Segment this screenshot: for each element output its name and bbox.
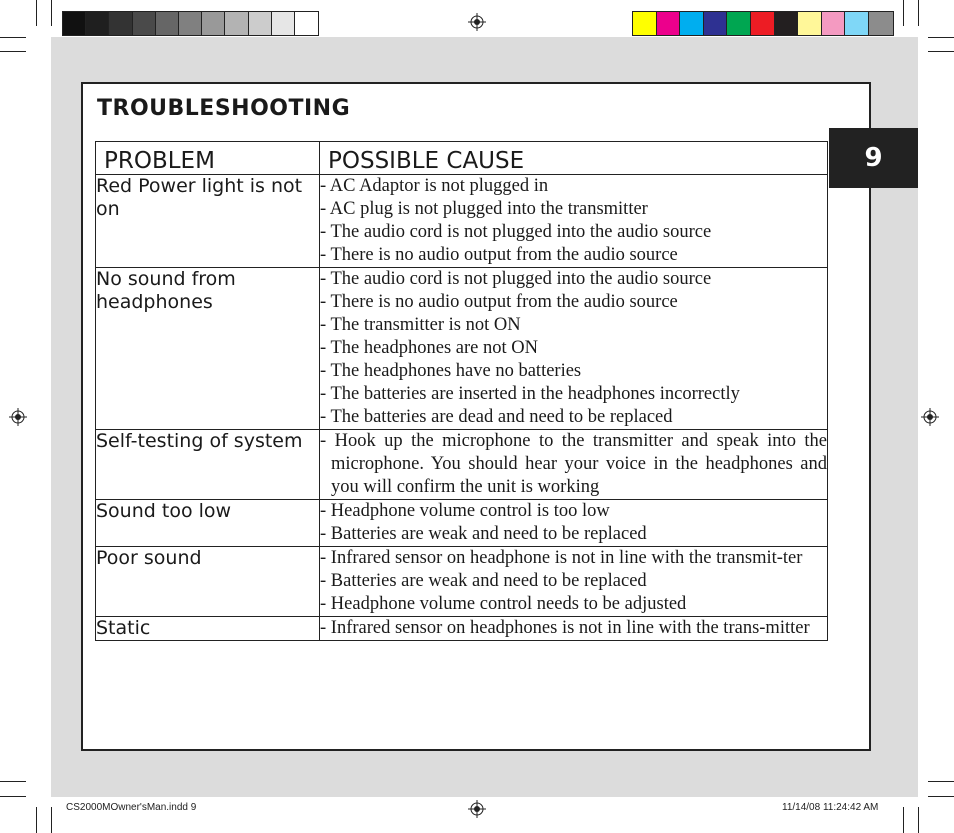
registration-mark-icon — [468, 800, 486, 818]
page-number-tab: 9 — [829, 128, 918, 188]
crop-mark — [918, 0, 919, 26]
grayscale-swatch — [272, 12, 295, 35]
crop-mark — [0, 796, 26, 797]
grayscale-bar — [62, 11, 319, 36]
registration-mark-icon — [468, 13, 486, 31]
crop-mark — [36, 0, 37, 26]
process-color-bar — [632, 11, 894, 36]
color-swatch — [727, 12, 751, 35]
crop-mark — [903, 0, 904, 26]
cause-item: - There is no audio output from the audio source — [320, 292, 678, 312]
crop-mark — [918, 807, 919, 833]
problem-cell: Poor sound — [96, 547, 320, 617]
cause-item: - The headphones have no batteries — [320, 361, 582, 381]
slug-timestamp: 11/14/08 11:24:42 AM — [782, 802, 879, 813]
problem-cell: No sound from headphones — [96, 268, 320, 430]
crop-mark — [51, 807, 52, 833]
cause-item: - AC Adaptor is not plugged in — [320, 176, 549, 196]
table-row — [96, 175, 828, 268]
color-swatch — [633, 12, 657, 35]
slug-filename: CS2000MOwner'sMan.indd 9 — [66, 802, 197, 813]
crop-mark — [928, 51, 954, 52]
cause-item: - Headphone volume control needs to be adjusted — [320, 594, 687, 614]
cause-list — [320, 175, 827, 267]
registration-mark-icon — [921, 408, 939, 426]
cause-item: - There is no audio output from the audio source — [320, 245, 678, 265]
table-row — [96, 617, 828, 641]
problem-cell: Static — [96, 617, 320, 641]
grayscale-swatch — [249, 12, 272, 35]
grayscale-swatch — [156, 12, 179, 35]
cause-item: - The audio cord is not plugged into the audio source — [320, 269, 712, 289]
grayscale-swatch — [109, 12, 132, 35]
header-problem: PROBLEM — [96, 142, 320, 175]
problem-cell: Red Power light is not on — [96, 175, 320, 268]
page-title: TROUBLESHOOTING — [97, 96, 351, 121]
table-header-row — [96, 142, 828, 175]
color-swatch — [845, 12, 869, 35]
cause-item: - The batteries are dead and need to be replaced — [320, 407, 673, 427]
table-row — [96, 547, 828, 617]
color-swatch — [822, 12, 846, 35]
crop-mark — [928, 781, 954, 782]
cause-item: - The audio cord is not plugged into the audio source — [320, 222, 712, 242]
cause-item: - Infrared sensor on headphone is not in line with the transmit-ter — [320, 548, 803, 568]
troubleshooting-table — [95, 141, 828, 641]
cause-list — [320, 617, 827, 640]
cause-item: - AC plug is not plugged into the transmitter — [320, 199, 648, 219]
grayscale-swatch — [202, 12, 225, 35]
cause-item: - The batteries are inserted in the headphones incorrectly — [320, 384, 740, 404]
cause-list — [320, 500, 827, 546]
color-swatch — [751, 12, 775, 35]
table-row — [96, 500, 828, 547]
color-swatch — [869, 12, 893, 35]
crop-mark — [928, 796, 954, 797]
registration-mark-icon — [9, 408, 27, 426]
cause-cell — [320, 617, 828, 641]
cause-list — [320, 430, 827, 499]
cause-item: - The transmitter is not ON — [320, 315, 521, 335]
crop-mark — [0, 781, 26, 782]
color-swatch — [775, 12, 799, 35]
crop-mark — [903, 807, 904, 833]
problem-cell: Sound too low — [96, 500, 320, 547]
table-row — [96, 430, 828, 500]
crop-mark — [51, 0, 52, 26]
cause-item: - The headphones are not ON — [320, 338, 538, 358]
header-possible-cause: POSSIBLE CAUSE — [320, 142, 828, 175]
grayscale-swatch — [225, 12, 248, 35]
cause-cell — [320, 430, 828, 500]
color-swatch — [657, 12, 681, 35]
cause-item: - Batteries are weak and need to be replaced — [320, 571, 647, 591]
cause-cell — [320, 500, 828, 547]
cause-cell — [320, 268, 828, 430]
grayscale-swatch — [295, 12, 318, 35]
color-swatch — [798, 12, 822, 35]
crop-mark — [0, 37, 26, 38]
grayscale-swatch — [86, 12, 109, 35]
cause-list — [320, 547, 827, 616]
cause-cell — [320, 547, 828, 617]
color-swatch — [704, 12, 728, 35]
crop-mark — [0, 51, 26, 52]
cause-list — [320, 268, 827, 429]
cause-item: - Infrared sensor on headphones is not in line with the trans-mitter — [320, 618, 810, 638]
cause-item: - Batteries are weak and need to be replaced — [320, 524, 647, 544]
grayscale-swatch — [63, 12, 86, 35]
color-swatch — [680, 12, 704, 35]
table-row — [96, 268, 828, 430]
cause-cell — [320, 175, 828, 268]
grayscale-swatch — [133, 12, 156, 35]
cause-item: - Hook up the microphone to the transmitter and speak into the microphone. You should hear your voice in the headphones and you will confirm the unit is working — [320, 431, 827, 497]
crop-mark — [928, 37, 954, 38]
problem-cell: Self-testing of system — [96, 430, 320, 500]
cause-item: - Headphone volume control is too low — [320, 501, 610, 521]
crop-mark — [36, 807, 37, 833]
grayscale-swatch — [179, 12, 202, 35]
